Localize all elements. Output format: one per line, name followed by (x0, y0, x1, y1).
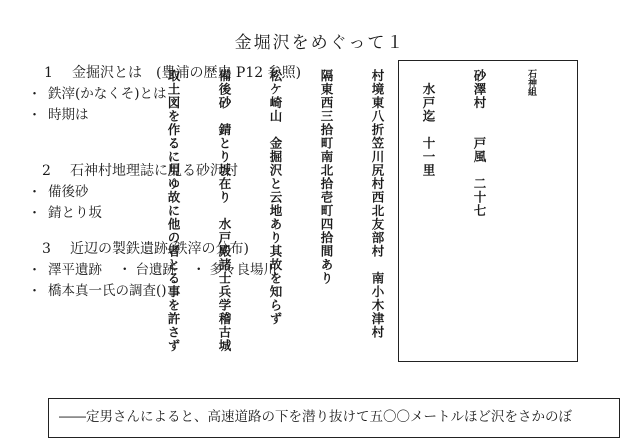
bullet-text: 台遺跡 (135, 262, 176, 278)
quote-text: ――定男さんによると、高速道路の下を潜り抜けて五〇〇メートルほど沢をさかのぼ (59, 409, 572, 425)
document-column: 村境東八折笠川尻村西北友部村 南小木津村 (370, 69, 385, 339)
document-column: 隔東西三拾町南北拾壱町四拾間あり (319, 69, 334, 285)
bullet-mark: ・ (28, 263, 42, 278)
document-header: 石神組 (526, 69, 536, 96)
bullet-mark: ・ (28, 87, 42, 102)
bullet-text: 橋本真一氏の調査() (48, 283, 167, 299)
bullet-mark: ・ (28, 185, 42, 200)
bullet-text: 鉄滓(かなくそ)とは (48, 86, 167, 102)
page-title: 金堀沢をめぐって１ (234, 33, 406, 53)
document-column: 水戸迄 十一里 (421, 69, 436, 177)
document-column: 取土図を作るに用ゆ故に他の者とる事を許さず (166, 69, 181, 353)
section-title: 金掘沢とは (豊浦の歴史 P12 参照) (72, 65, 302, 81)
section-number: 2 (42, 163, 51, 179)
section-number: 3 (42, 241, 51, 257)
document-column: 松ケ崎山 金掘沢と云地あり其故を知らず (268, 69, 283, 326)
bullet-text: 多々良場川 (209, 262, 277, 278)
bullet-text: 澤平遺跡 (48, 262, 102, 278)
section-title: 石神村地理誌に見る砂沢村 (70, 163, 238, 179)
quote-box (48, 398, 620, 438)
bullet-mark: ・ (192, 262, 206, 278)
bullet-text: 備後砂 (48, 184, 89, 200)
bullet-mark: ・ (28, 284, 42, 299)
document-column: 備後砂 錆とり坂在り 水戸殿諸士兵学稽古城 (217, 69, 232, 353)
bullet-mark: ・ (28, 108, 42, 123)
document-column: 砂澤村 戸風 二十七 (472, 69, 487, 218)
section-number: 1 (44, 65, 53, 81)
section-title: 近辺の製鉄遺跡(鉄滓の分布) (70, 241, 249, 257)
bullet-text: 錆とり坂 (48, 205, 102, 221)
bullet-mark: ・ (28, 206, 42, 221)
bullet-mark: ・ (118, 262, 132, 278)
bullet-text: 時期は (48, 107, 89, 123)
